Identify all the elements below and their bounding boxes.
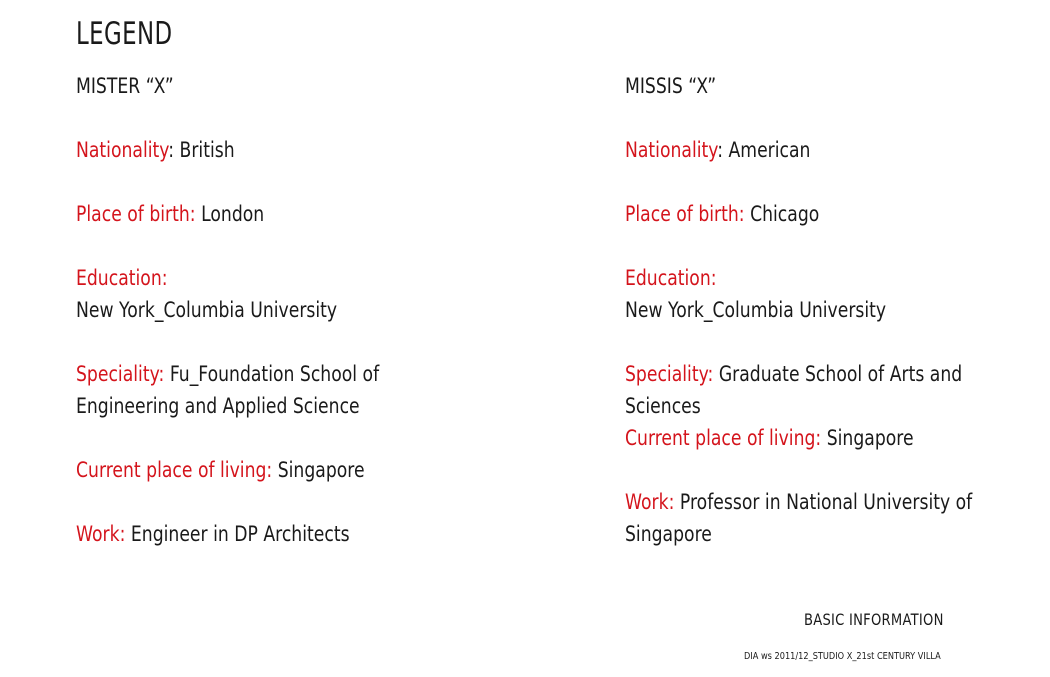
speciality-value: Graduate School of Arts and Sciences [625,362,963,418]
nationality-value: British [179,138,235,162]
person-column-mister-x [76,70,496,550]
section-title: BASIC INFORMATION [804,610,944,629]
nationality-field: Nationality: American [625,138,811,162]
birth-field [76,198,496,230]
birth-field [625,198,1045,230]
living-field [76,454,496,486]
education-label: Education: [625,266,717,290]
speciality-label: Speciality: [76,362,165,386]
person-name: MISTER “X” [76,74,174,98]
speciality-value: Fu_Foundation School of Engineering and Applied Science [76,362,380,418]
person-column-missis-x [625,70,1045,550]
nationality-label: Nationality [76,138,169,162]
living-value: Singapore [826,426,914,450]
education-value: New York_Columbia University [625,298,887,322]
education-field [76,262,496,326]
birth-value: London [201,202,265,226]
education-field [625,262,1045,326]
work-value: Professor in National University of Singapore [625,490,973,546]
education-label: Education: [76,266,168,290]
speciality-label: Speciality: [625,362,714,386]
speciality-field [76,358,379,422]
living-value: Singapore [277,458,365,482]
page-title: LEGEND [76,16,173,52]
speciality-field [625,358,978,422]
birth-label: Place of birth: [625,202,745,226]
nationality-value: American [728,138,811,162]
nationality-label: Nationality [625,138,718,162]
living-label: Current place of living: [76,458,273,482]
nationality-field: Nationality: British [76,138,235,162]
birth-label: Place of birth: [76,202,196,226]
work-field [76,518,496,550]
work-label: Work: [625,490,675,514]
work-label: Work: [76,522,126,546]
work-field [625,486,994,550]
living-field [625,422,1045,454]
footer-credit: DIA ws 2011/12_STUDIO X_21st CENTURY VILLA [744,651,941,662]
birth-value: Chicago [750,202,820,226]
work-value: Engineer in DP Architects [130,522,350,546]
living-label: Current place of living: [625,426,822,450]
education-value: New York_Columbia University [76,298,338,322]
person-name: MISSIS “X” [625,74,717,98]
